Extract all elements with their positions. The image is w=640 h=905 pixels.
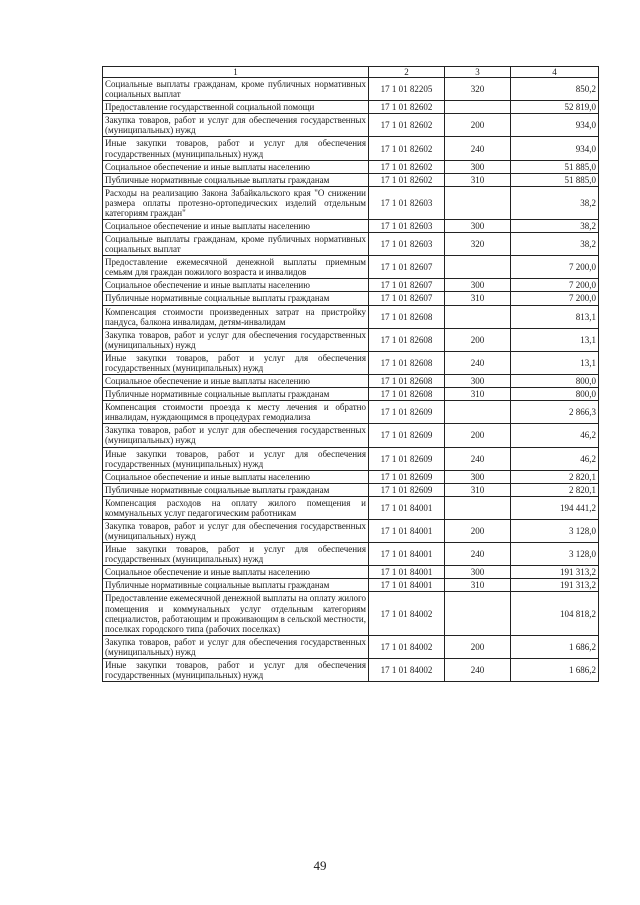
cell-sum: 934,0 [511, 114, 599, 137]
cell-code: 17 1 01 84002 [369, 592, 445, 635]
cell-type: 320 [445, 233, 511, 256]
cell-name: Иные закупки товаров, работ и услуг для обеспечения государственных (муниципальных) нужд [103, 137, 369, 160]
header-col-2: 2 [369, 67, 445, 78]
table-row [103, 401, 599, 424]
cell-sum: 3 128,0 [511, 519, 599, 542]
cell-code: 17 1 01 82602 [369, 160, 445, 173]
cell-type [445, 256, 511, 279]
cell-name: Социальное обеспечение и иные выплаты населению [103, 470, 369, 483]
cell-code: 17 1 01 82609 [369, 483, 445, 496]
cell-type: 300 [445, 470, 511, 483]
cell-type: 200 [445, 519, 511, 542]
cell-name: Иные закупки товаров, работ и услуг для обеспечения государственных (муниципальных) нужд [103, 447, 369, 470]
cell-code: 17 1 01 82607 [369, 256, 445, 279]
cell-type: 200 [445, 424, 511, 447]
cell-sum: 2 866,3 [511, 401, 599, 424]
cell-type: 240 [445, 658, 511, 681]
cell-name: Социальные выплаты гражданам, кроме публичных нормативных социальных выплат [103, 78, 369, 101]
cell-type: 310 [445, 173, 511, 186]
cell-sum: 2 820,1 [511, 483, 599, 496]
cell-sum: 13,1 [511, 351, 599, 374]
cell-code: 17 1 01 82603 [369, 186, 445, 219]
table-row [103, 566, 599, 579]
cell-name: Закупка товаров, работ и услуг для обеспечения государственных (муниципальных) нужд [103, 328, 369, 351]
table-row [103, 470, 599, 483]
cell-sum: 38,2 [511, 233, 599, 256]
cell-sum: 1 686,2 [511, 635, 599, 658]
cell-type: 300 [445, 279, 511, 292]
cell-sum: 51 885,0 [511, 173, 599, 186]
table-row [103, 279, 599, 292]
cell-code: 17 1 01 82609 [369, 470, 445, 483]
cell-sum: 38,2 [511, 186, 599, 219]
cell-type: 240 [445, 447, 511, 470]
table-row [103, 114, 599, 137]
cell-sum: 104 818,2 [511, 592, 599, 635]
cell-sum: 38,2 [511, 220, 599, 233]
cell-sum: 13,1 [511, 328, 599, 351]
header-col-4: 4 [511, 67, 599, 78]
header-col-3: 3 [445, 67, 511, 78]
cell-name: Предоставление государственной социальной помощи [103, 101, 369, 114]
table-row [103, 101, 599, 114]
table-row [103, 592, 599, 635]
cell-sum: 52 819,0 [511, 101, 599, 114]
cell-type: 310 [445, 483, 511, 496]
cell-type: 300 [445, 220, 511, 233]
cell-sum: 813,1 [511, 305, 599, 328]
table-row [103, 173, 599, 186]
header-col-1: 1 [103, 67, 369, 78]
cell-sum: 7 200,0 [511, 279, 599, 292]
cell-sum: 191 313,2 [511, 579, 599, 592]
cell-code: 17 1 01 82608 [369, 305, 445, 328]
cell-type: 200 [445, 635, 511, 658]
cell-code: 17 1 01 84001 [369, 543, 445, 566]
cell-name: Закупка товаров, работ и услуг для обеспечения государственных (муниципальных) нужд [103, 424, 369, 447]
cell-code: 17 1 01 84001 [369, 566, 445, 579]
header-row [103, 67, 599, 78]
cell-type [445, 592, 511, 635]
cell-type: 240 [445, 543, 511, 566]
table-row [103, 496, 599, 519]
table-row [103, 233, 599, 256]
cell-name: Предоставление ежемесячной денежной выплаты приемным семьям для граждан пожилого возраста и инвалидов [103, 256, 369, 279]
cell-sum: 800,0 [511, 375, 599, 388]
cell-code: 17 1 01 84001 [369, 579, 445, 592]
cell-name: Публичные нормативные социальные выплаты гражданам [103, 579, 369, 592]
budget-table [102, 66, 599, 682]
cell-type: 300 [445, 566, 511, 579]
cell-sum: 850,2 [511, 78, 599, 101]
page-number: 49 [313, 858, 327, 873]
table-row [103, 186, 599, 219]
table-row [103, 160, 599, 173]
cell-type: 240 [445, 137, 511, 160]
cell-type: 310 [445, 579, 511, 592]
cell-name: Закупка товаров, работ и услуг для обеспечения государственных (муниципальных) нужд [103, 635, 369, 658]
table-row [103, 256, 599, 279]
cell-name: Социальное обеспечение и иные выплаты населению [103, 566, 369, 579]
cell-name: Социальное обеспечение и иные выплаты населению [103, 279, 369, 292]
cell-sum: 51 885,0 [511, 160, 599, 173]
cell-sum: 800,0 [511, 388, 599, 401]
table-row [103, 658, 599, 681]
cell-name: Иные закупки товаров, работ и услуг для обеспечения государственных (муниципальных) нужд [103, 351, 369, 374]
table-row [103, 137, 599, 160]
cell-sum: 46,2 [511, 447, 599, 470]
cell-type [445, 101, 511, 114]
cell-code: 17 1 01 82608 [369, 375, 445, 388]
cell-name: Социальное обеспечение и иные выплаты населению [103, 220, 369, 233]
table-row [103, 579, 599, 592]
cell-code: 17 1 01 84001 [369, 496, 445, 519]
cell-code: 17 1 01 82602 [369, 137, 445, 160]
cell-name: Иные закупки товаров, работ и услуг для обеспечения государственных (муниципальных) нужд [103, 658, 369, 681]
cell-sum: 7 200,0 [511, 292, 599, 305]
cell-code: 17 1 01 82603 [369, 233, 445, 256]
cell-code: 17 1 01 82608 [369, 388, 445, 401]
cell-type: 300 [445, 160, 511, 173]
cell-code: 17 1 01 82607 [369, 292, 445, 305]
table-header [103, 67, 599, 78]
cell-code: 17 1 01 82608 [369, 328, 445, 351]
cell-type [445, 186, 511, 219]
cell-type: 320 [445, 78, 511, 101]
cell-name: Социальные выплаты гражданам, кроме публичных нормативных социальных выплат [103, 233, 369, 256]
cell-type: 200 [445, 114, 511, 137]
cell-code: 17 1 01 82602 [369, 101, 445, 114]
cell-name: Компенсация расходов на оплату жилого помещения и коммунальных услуг педагогическим работникам [103, 496, 369, 519]
cell-type [445, 305, 511, 328]
table-row [103, 78, 599, 101]
table-row [103, 543, 599, 566]
cell-name: Расходы на реализацию Закона Забайкальского края "О снижении размера оплаты протезно-ортопедических изделий отдельным категориям граждан" [103, 186, 369, 219]
cell-sum: 194 441,2 [511, 496, 599, 519]
cell-sum: 7 200,0 [511, 256, 599, 279]
table-row [103, 220, 599, 233]
cell-type [445, 496, 511, 519]
cell-name: Публичные нормативные социальные выплаты гражданам [103, 173, 369, 186]
cell-sum: 3 128,0 [511, 543, 599, 566]
cell-name: Предоставление ежемесячной денежной выплаты на оплату жилого помещения и коммунальных услуг отдельным категориям специалистов, работающим и проживающим в сельской местности, поселках городского типа (рабочих поселках) [103, 592, 369, 635]
cell-name: Публичные нормативные социальные выплаты гражданам [103, 388, 369, 401]
cell-code: 17 1 01 82602 [369, 173, 445, 186]
cell-name: Социальное обеспечение и иные выплаты населению [103, 375, 369, 388]
cell-name: Иные закупки товаров, работ и услуг для обеспечения государственных (муниципальных) нужд [103, 543, 369, 566]
cell-sum: 934,0 [511, 137, 599, 160]
cell-code: 17 1 01 82608 [369, 351, 445, 374]
cell-type: 310 [445, 388, 511, 401]
cell-type: 200 [445, 328, 511, 351]
cell-name: Публичные нормативные социальные выплаты гражданам [103, 483, 369, 496]
cell-sum: 46,2 [511, 424, 599, 447]
table-row [103, 388, 599, 401]
cell-type: 240 [445, 351, 511, 374]
table-body [103, 78, 599, 682]
table-row [103, 351, 599, 374]
table-row [103, 447, 599, 470]
cell-code: 17 1 01 84001 [369, 519, 445, 542]
cell-code: 17 1 01 82609 [369, 401, 445, 424]
cell-code: 17 1 01 82609 [369, 424, 445, 447]
cell-code: 17 1 01 82602 [369, 114, 445, 137]
cell-code: 17 1 01 84002 [369, 635, 445, 658]
table-row [103, 635, 599, 658]
cell-sum: 2 820,1 [511, 470, 599, 483]
cell-code: 17 1 01 84002 [369, 658, 445, 681]
cell-name: Компенсация стоимости проезда к месту лечения и обратно инвалидам, нуждающимся в процедурах гемодиализа [103, 401, 369, 424]
table-row [103, 328, 599, 351]
cell-name: Компенсация стоимости произведенных затрат на пристройку пандуса, балкона инвалидам, детям-инвалидам [103, 305, 369, 328]
cell-name: Публичные нормативные социальные выплаты гражданам [103, 292, 369, 305]
cell-name: Закупка товаров, работ и услуг для обеспечения государственных (муниципальных) нужд [103, 519, 369, 542]
cell-code: 17 1 01 82603 [369, 220, 445, 233]
cell-code: 17 1 01 82607 [369, 279, 445, 292]
cell-type: 300 [445, 375, 511, 388]
table-row [103, 375, 599, 388]
table-row [103, 483, 599, 496]
cell-sum: 1 686,2 [511, 658, 599, 681]
cell-name: Социальное обеспечение и иные выплаты населению [103, 160, 369, 173]
cell-code: 17 1 01 82609 [369, 447, 445, 470]
table-row [103, 424, 599, 447]
cell-name: Закупка товаров, работ и услуг для обеспечения государственных (муниципальных) нужд [103, 114, 369, 137]
table-row [103, 519, 599, 542]
cell-type [445, 401, 511, 424]
cell-sum: 191 313,2 [511, 566, 599, 579]
table-row [103, 292, 599, 305]
cell-code: 17 1 01 82205 [369, 78, 445, 101]
table-row [103, 305, 599, 328]
cell-type: 310 [445, 292, 511, 305]
